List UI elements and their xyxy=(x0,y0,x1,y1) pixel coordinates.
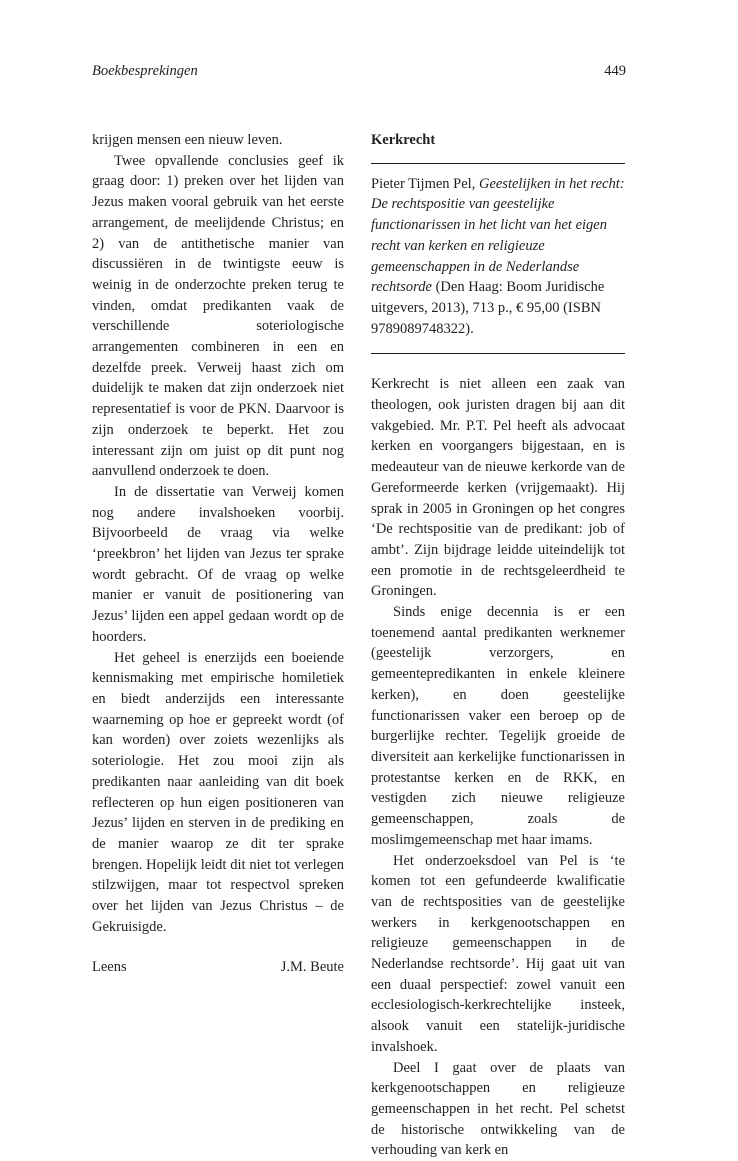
paragraph: Kerkrecht is niet alleen een zaak van theologen, ook juristen dragen bij aan dit vakgebied. Mr. P.T. Pel heeft als advocaat kerken en voorgangers bijgestaan, en is medeauteur van de nieuwe kerkorde van de Gereformeerde kerken (vrijgemaakt). Hij sprak in 2005 in Groningen op het congres ‘De rechtspositie van de predikant: job of ambt’. Zijn bijdrage leidde uiteindelijk tot een promotie in de rechtsgeleerdheid te Groningen. xyxy=(371,376,625,600)
paragraph: krijgen mensen een nieuw leven. xyxy=(92,132,283,148)
section-heading: Kerkrecht xyxy=(371,132,436,148)
citation-rule xyxy=(371,353,625,354)
right-column xyxy=(371,130,625,1161)
paragraph: Het onderzoeksdoel van Pel is ‘te komen tot een gefundeerde kwalificatie van de rechtsposities van de geestelijke werkers in kerkgenootschappen en religieuze gemeenschappen in de Nederlandse rechtsorde’. Hij gaat uit van een duaal perspectief: zowel vanuit een ecclesiologisch-kerkrechtelijke insteek, alsook vanuit een statelijk-juridische invalshoek. xyxy=(371,852,625,1055)
review-signature xyxy=(92,957,344,978)
book-title: Geestelijken in het recht: De rechtspositie van geestelijke functionarissen in het licht van het eigen recht van kerken en religieuze gemeenschappen in de Nederlandse rechtsorde xyxy=(371,175,625,296)
paragraph: Het geheel is enerzijds een boeiende kennismaking met empirische homiletiek en biedt anderzijds een interessante waarneming op hoe er gepreekt wordt (of kan worden) over zoiets wezenlijks als soteriologie. Het zou mooi zijn als predikanten naar aanleiding van dit boek reflecteren op hun eigen positioneren van Jezus’ lijden en sterven in de prediking en de manier waarop ze dit ter sprake brengen. Hopelijk leidt dit niet tot verlegen stilzwijgen, maar tot respectvol spreken over het lijden van Jezus Christus – de Gekruisigde. xyxy=(92,649,344,935)
left-column xyxy=(92,130,344,978)
signature-name: J.M. Beute xyxy=(280,959,344,976)
signature-place: Leens xyxy=(92,959,127,976)
page-number: 449 xyxy=(604,63,626,79)
paragraph: In de dissertatie van Verweij komen nog andere invalshoeken voorbij. Bijvoorbeeld de vraag via welke ‘preekbron’ het lijden van Jezus ter sprake wordt gebracht. Of de vraag op welke manier er vanuit de positionering van Jezus’ lijden een appel gedaan wordt op de hoorders. xyxy=(92,483,344,645)
running-head-section: Boekbesprekingen xyxy=(92,63,198,79)
book-author: Pieter Tijmen Pel, xyxy=(371,175,479,192)
paragraph: Twee opvallende conclusies geef ik graag door: 1) preken over het lijden van Jezus maken vooral gebruik van het eerste arrangement, de meelijdende Christus; en 2) van de antithetische manier van discussiëren in de twintigste eeuw is weinig in de onderzochte preken terug te vinden, omdat predikanten vaak de verschillende soteriologische arrangementen combineren in een en dezelfde preek. Verweij haast zich om duidelijk te maken dat zijn onderzoek niet representatief is voor de PKN. Daarvoor is zijn onderzoek te beperkt. Het zou interessant zijn om juist op dit punt nog aanvullend onderzoek te doen. xyxy=(92,152,344,480)
paragraph: Deel I gaat over de plaats van kerkgenootschappen en religieuze gemeenschappen in het recht. Pel schetst de historische ontwikkeling van de verhouding van kerk en xyxy=(371,1059,625,1159)
paragraph: Sinds enige decennia is er een toenemend aantal predikanten werknemer (geestelijk verzorgers, en gemeentepredikanten in enkele kleinere kerken), en doen geestelijke functionarissen vaker een beroep op de burgerlijke rechter. Tegelijk groeide de diversiteit aan kerkelijke functionarissen in protestantse kerken en de RKK, en vestigden zich nieuwe religieuze gemeenschappen, zoals de moslimgemeenschap met haar imams. xyxy=(371,604,625,848)
review-body xyxy=(371,374,625,1161)
book-publication: (Den Haag: Boom Juridische uitgevers, 2013), 713 p., € 95,00 (ISBN 9789089748322). xyxy=(371,279,605,337)
heading-rule xyxy=(371,163,625,164)
book-citation xyxy=(371,174,625,340)
